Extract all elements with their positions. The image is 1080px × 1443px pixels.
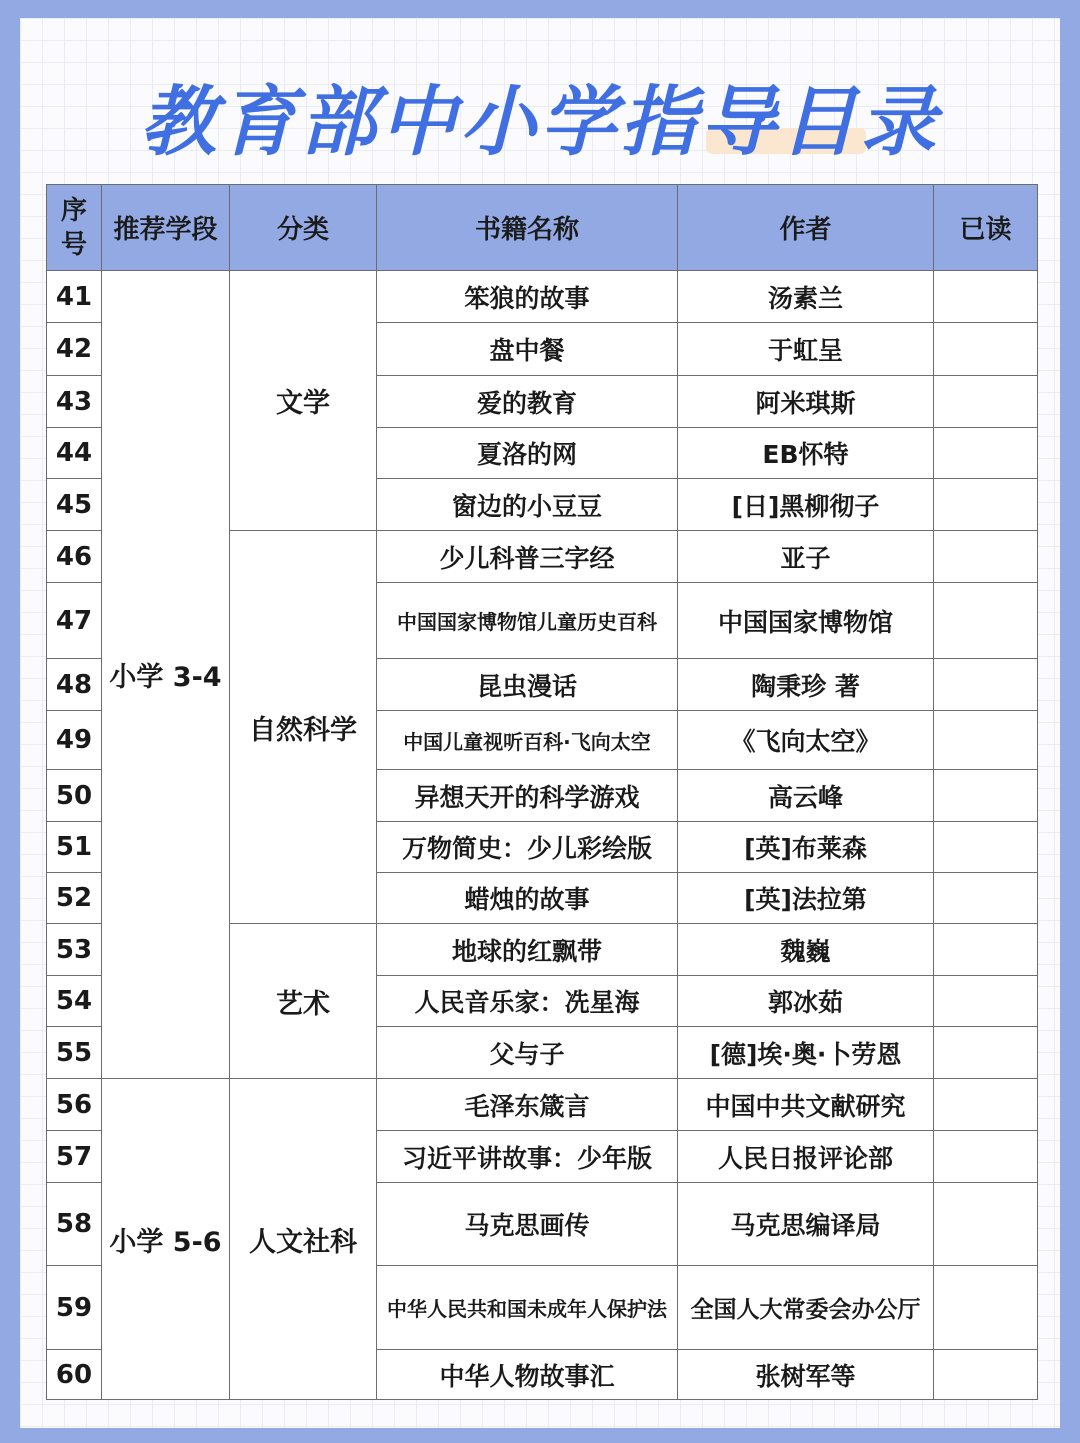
book-title: 中华人物故事汇 [377,1350,678,1400]
author: 高云峰 [678,770,934,822]
row-number: 41 [47,271,102,323]
table-header-row [47,185,1038,271]
read-checkbox-cell[interactable] [934,822,1038,873]
row-number: 44 [47,428,102,479]
author: [英]法拉第 [678,873,934,924]
row-number: 53 [47,924,102,976]
row-number: 47 [47,583,102,659]
book-title: 昆虫漫话 [377,659,678,711]
book-title: 蜡烛的故事 [377,873,678,924]
author: 人民日报评论部 [678,1131,934,1183]
read-checkbox-cell[interactable] [934,1266,1038,1350]
book-title: 中华人民共和国未成年人保护法 [377,1266,678,1350]
read-checkbox-cell[interactable] [934,873,1038,924]
read-checkbox-cell[interactable] [934,976,1038,1027]
header-read: 已读 [934,185,1038,271]
book-title: 父与子 [377,1027,678,1079]
header-author: 作者 [678,185,934,271]
author: [德]埃·奥·卜劳恩 [678,1027,934,1079]
row-number: 52 [47,873,102,924]
category-cell: 文学 [230,271,377,531]
author: EB怀特 [678,428,934,479]
book-title: 万物简史：少儿彩绘版 [377,822,678,873]
author: [英]布莱森 [678,822,934,873]
read-checkbox-cell[interactable] [934,376,1038,428]
author: 汤素兰 [678,271,934,323]
row-number: 51 [47,822,102,873]
read-checkbox-cell[interactable] [934,479,1038,531]
row-number: 49 [47,711,102,770]
stage-cell: 小学 5-6 [102,1079,230,1400]
book-title: 异想天开的科学游戏 [377,770,678,822]
header-book-title: 书籍名称 [377,185,678,271]
book-title: 中国儿童视听百科·飞向太空 [377,711,678,770]
read-checkbox-cell[interactable] [934,1079,1038,1131]
row-number: 42 [47,323,102,376]
read-checkbox-cell[interactable] [934,711,1038,770]
read-checkbox-cell[interactable] [934,924,1038,976]
category-cell: 人文社科 [230,1079,377,1400]
row-number: 54 [47,976,102,1027]
author: 全国人大常委会办公厅 [678,1266,934,1350]
book-title: 马克思画传 [377,1183,678,1266]
book-title: 窗边的小豆豆 [377,479,678,531]
read-checkbox-cell[interactable] [934,1183,1038,1266]
author: 马克思编译局 [678,1183,934,1266]
read-checkbox-cell[interactable] [934,1131,1038,1183]
category-cell: 艺术 [230,924,377,1079]
book-title: 中国国家博物馆儿童历史百科 [377,583,678,659]
book-title: 少儿科普三字经 [377,531,678,583]
author: 陶秉珍 著 [678,659,934,711]
book-title: 夏洛的网 [377,428,678,479]
read-checkbox-cell[interactable] [934,323,1038,376]
header-number [47,185,102,271]
author: 中国国家博物馆 [678,583,934,659]
header-stage: 推荐学段 [102,185,230,271]
book-title: 盘中餐 [377,323,678,376]
book-title: 笨狼的故事 [377,271,678,323]
book-title: 地球的红飘带 [377,924,678,976]
read-checkbox-cell[interactable] [934,271,1038,323]
page-title: 教育部中小学指导目录 [140,77,940,166]
read-checkbox-cell[interactable] [934,1350,1038,1400]
row-number: 46 [47,531,102,583]
row-number: 57 [47,1131,102,1183]
author: 张树军等 [678,1350,934,1400]
row-number: 50 [47,770,102,822]
header-number-top: 序 [60,195,87,226]
row-number: 58 [47,1183,102,1266]
read-checkbox-cell[interactable] [934,1027,1038,1079]
row-number: 55 [47,1027,102,1079]
table-row [47,271,1038,323]
row-number: 45 [47,479,102,531]
row-number: 56 [47,1079,102,1131]
row-number: 48 [47,659,102,711]
book-title: 毛泽东箴言 [377,1079,678,1131]
header-number-bottom: 号 [60,229,87,260]
author: 于虹呈 [678,323,934,376]
row-number: 60 [47,1350,102,1400]
read-checkbox-cell[interactable] [934,659,1038,711]
row-number: 59 [47,1266,102,1350]
read-checkbox-cell[interactable] [934,583,1038,659]
author: 魏巍 [678,924,934,976]
table-row [47,1079,1038,1131]
author: 《飞向太空》 [678,711,934,770]
header-category: 分类 [230,185,377,271]
row-number: 43 [47,376,102,428]
category-cell: 自然科学 [230,531,377,924]
read-checkbox-cell[interactable] [934,428,1038,479]
book-catalog-table [46,184,1038,1400]
author: 郭冰茹 [678,976,934,1027]
book-title: 爱的教育 [377,376,678,428]
author: 中国中共文献研究 [678,1079,934,1131]
author: 亚子 [678,531,934,583]
read-checkbox-cell[interactable] [934,770,1038,822]
author: [日]黑柳彻子 [678,479,934,531]
author: 阿米琪斯 [678,376,934,428]
book-title: 习近平讲故事：少年版 [377,1131,678,1183]
book-title: 人民音乐家：冼星海 [377,976,678,1027]
stage-cell: 小学 3-4 [102,271,230,1079]
read-checkbox-cell[interactable] [934,531,1038,583]
